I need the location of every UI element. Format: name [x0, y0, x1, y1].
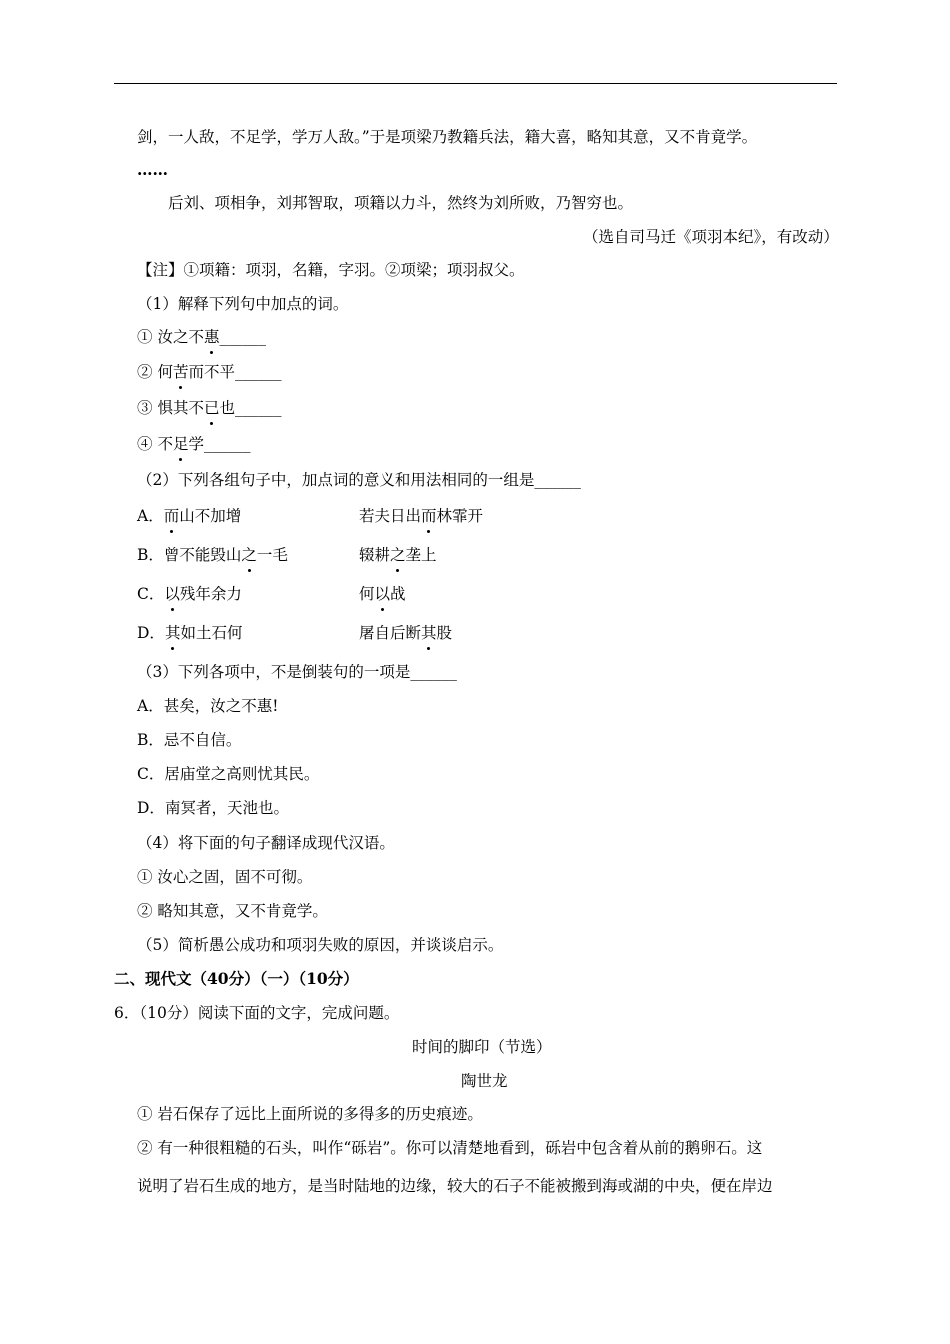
article-paragraph-1: ① 岩石保存了远比上面所说的多得多的历史痕迹。 — [137, 1105, 483, 1123]
dotted-word: 苦 — [172, 363, 189, 381]
section-heading: 二、现代文（40分）（一）（10分） — [114, 969, 359, 988]
q2-option-c-right: 何以战 — [359, 585, 406, 603]
q3-option-c: C．居庙堂之高则忧其民。 — [137, 765, 320, 783]
q2-option-d-right: 屠自后断其股 — [359, 624, 453, 642]
dotted-word: 而 — [421, 507, 437, 525]
dotted-word: 已 — [203, 399, 220, 417]
q2-option-a-right: 若夫日出而林霏开 — [359, 507, 484, 525]
header-rule — [114, 83, 837, 84]
dotted-word: 足 — [172, 435, 189, 453]
dotted-word: 其 — [164, 624, 181, 642]
q2-title: （2）下列各组句子中，加点词的意义和用法相同的一组是______ — [137, 471, 581, 489]
q1-item-3: ③ 惧其不已也______ — [137, 399, 282, 417]
q3-title: （3）下列各项中，不是倒装句的一项是______ — [137, 663, 457, 681]
dotted-word: 以 — [164, 585, 180, 603]
passage-source: （选自司马迁《项羽本纪》，有改动） — [583, 228, 839, 246]
article-paragraph-2-line-2: 说明了岩石生成的地方，是当时陆地的边缘，较大的石子不能被搬到海或湖的中央，便在岸边 — [137, 1177, 773, 1195]
q1-title: （1）解释下列句中加点的词。 — [137, 295, 349, 313]
dotted-word: 之 — [390, 546, 406, 564]
q3-option-b: B．忌不自信。 — [137, 731, 242, 749]
dotted-word: 其 — [421, 624, 437, 642]
q4-title: （4）将下面的句子翻译成现代汉语。 — [137, 834, 395, 852]
passage-note: 【注】①项籍：项羽，名籍，字羽。②项梁；项羽叔父。 — [137, 261, 525, 279]
q4-item-2: ② 略知其意，又不肯竟学。 — [137, 902, 328, 920]
dotted-word: 而 — [163, 507, 180, 525]
q2-option-d-left: D．其如土石何 — [137, 624, 243, 642]
q1-item-4: ④ 不足学______ — [137, 435, 251, 453]
q2-option-c-left: C．以残年余力 — [137, 585, 242, 603]
article-paragraph-2-line-1: ② 有一种很粗糙的石头，叫作“砾岩”。你可以清楚地看到，砾岩中包含着从前的鹅卵石。这 — [137, 1139, 763, 1157]
q5-title: （5）简析愚公成功和项羽失败的原因，并谈谈启示。 — [137, 936, 504, 954]
question-6: 6．（10分）阅读下面的文字，完成问题。 — [114, 1004, 400, 1022]
passage-ellipsis: …… — [137, 160, 168, 179]
q2-option-b-left: B．曾不能毁山之一毛 — [137, 546, 288, 564]
q3-option-d: D．南冥者，天池也。 — [137, 799, 289, 817]
article-title: 时间的脚印（节选） — [412, 1038, 552, 1056]
q2-option-a-left: A．而山不加增 — [137, 507, 242, 525]
dotted-word: 之 — [241, 546, 257, 564]
passage-line-2: 后刘、项相争，刘邦智取，项籍以力斗，然终为刘所败，乃智穷也。 — [168, 194, 634, 212]
dotted-word: 以 — [374, 585, 391, 603]
dotted-word: 惠 — [203, 328, 220, 346]
article-author: 陶世龙 — [461, 1072, 508, 1090]
q1-item-2: ② 何苦而不平______ — [137, 363, 282, 381]
q2-option-b-right: 辍耕之垄上 — [359, 546, 437, 564]
q3-option-a: A．甚矣，汝之不惠! — [137, 697, 279, 715]
q4-item-1: ① 汝心之固，固不可彻。 — [137, 868, 313, 886]
passage-line-1: 剑，一人敌，不足学，学万人敌。”于是项梁乃教籍兵法，籍大喜，略知其意，又不肯竟学。 — [137, 128, 758, 146]
q1-item-1: ① 汝之不惠______ — [137, 328, 266, 346]
